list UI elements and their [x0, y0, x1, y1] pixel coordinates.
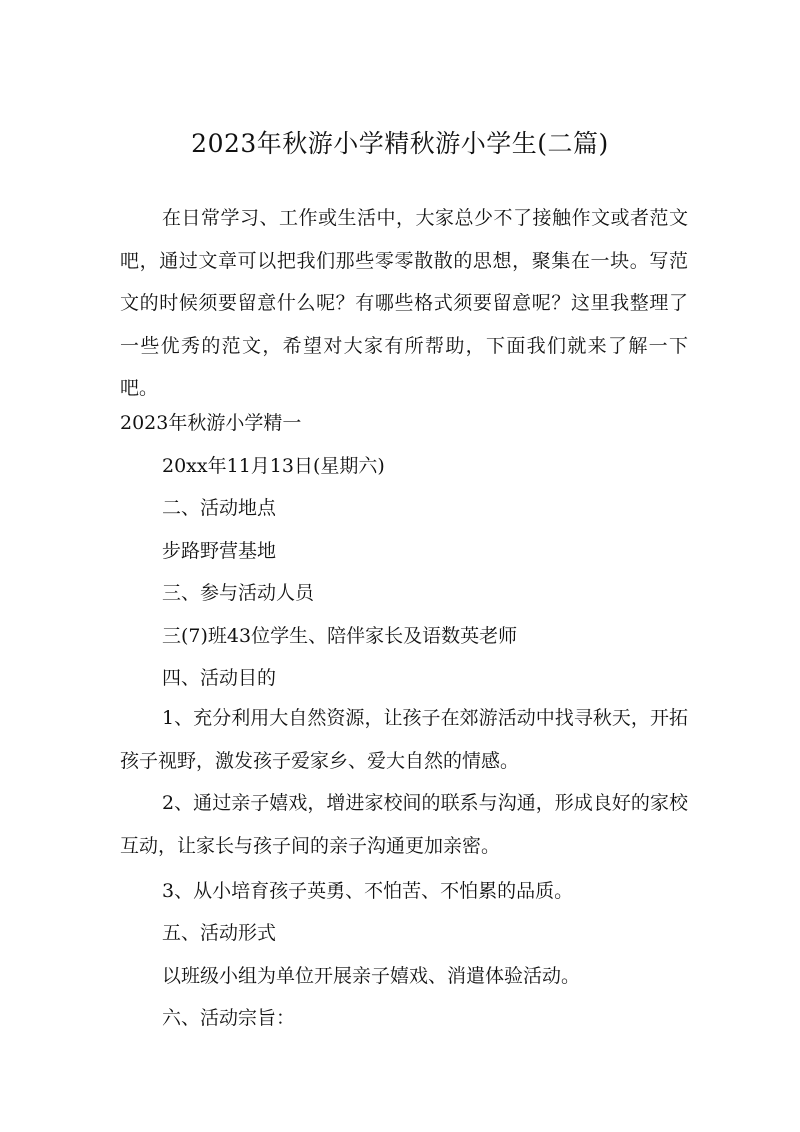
intro-paragraph: 在日常学习、工作或生活中，大家总少不了接触作文或者范文吧，通过文章可以把我们那些零零散散的思想，聚集在一块。写范文的时候须要留意什么呢？有哪些格式须要留意呢？这里我整理了一些优秀的范文，希望对大家有所帮助，下面我们就来了解一下吧。: [120, 207, 688, 399]
purpose-item-1: 1、充分利用大自然资源，让孩子在郊游活动中找寻秋天，开拓孩子视野，激发孩子爱家乡、爱大自然的情感。: [120, 707, 688, 772]
form-text: 以班级小组为单位开展亲子嬉戏、消遣体验活动。: [162, 965, 581, 987]
location-heading: 二、活动地点: [162, 497, 277, 519]
purpose-item-2: 2、通过亲子嬉戏，增进家校间的联系与沟通，形成良好的家校互动，让家长与孩子间的亲子沟通更加亲密。: [120, 792, 688, 857]
section-heading: 2023年秋游小学精一: [120, 412, 302, 434]
purpose-heading: 四、活动目的: [162, 667, 277, 689]
purpose-item-3: 3、从小培育孩子英勇、不怕苦、不怕累的品质。: [162, 880, 574, 902]
location-text: 步路野营基地: [162, 540, 277, 562]
activity-date: 20xx年11月13日(星期六): [162, 455, 385, 477]
document-title: 2023年秋游小学精秋游小学生(二篇): [191, 129, 609, 158]
form-heading: 五、活动形式: [162, 922, 277, 944]
participants-text: 三(7)班43位学生、陪伴家长及语数英老师: [162, 625, 518, 647]
tenet-heading: 六、活动宗旨：: [162, 1007, 296, 1029]
participants-heading: 三、参与活动人员: [162, 582, 315, 604]
